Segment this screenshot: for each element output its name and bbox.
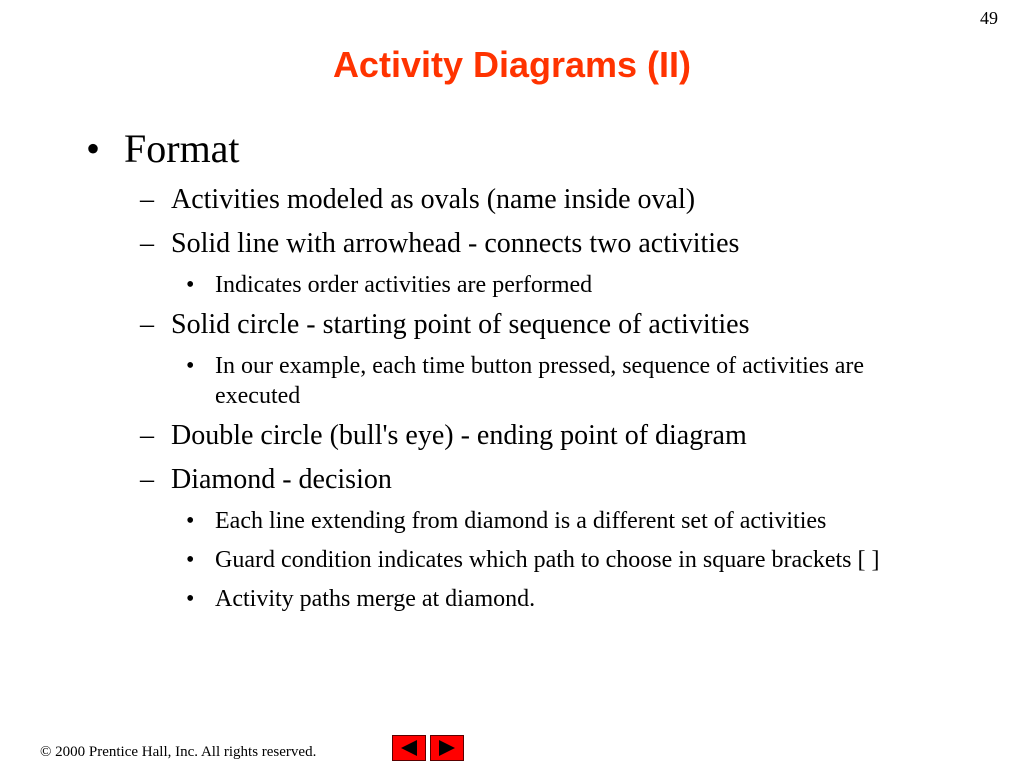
sub-bullet bbox=[140, 464, 986, 496]
sub-bullet-text: Activities modeled as ovals (name inside oval) bbox=[171, 184, 696, 215]
bullet-marker: • bbox=[186, 353, 195, 379]
sub-bullet bbox=[140, 420, 986, 452]
page-number: 49 bbox=[980, 8, 998, 28]
detail-bullet-text: Each line extending from diamond is a different set of activities bbox=[215, 508, 827, 534]
detail-bullet bbox=[186, 351, 886, 411]
sub-bullet bbox=[140, 228, 986, 260]
copyright-notice: © 2000 Prentice Hall, Inc. All rights reserved. bbox=[40, 744, 317, 760]
bullet-format bbox=[86, 124, 986, 174]
slide-navigation bbox=[392, 735, 464, 761]
sub-bullet bbox=[140, 184, 986, 216]
detail-bullet bbox=[186, 584, 886, 614]
detail-bullet-text: Indicates order activities are performed bbox=[215, 272, 593, 298]
right-triangle-icon bbox=[437, 739, 457, 757]
bullet-text: Format bbox=[124, 126, 240, 171]
dash-marker: – bbox=[140, 464, 154, 495]
previous-slide-button[interactable] bbox=[392, 735, 426, 761]
bullet-marker: • bbox=[86, 126, 101, 171]
dash-marker: – bbox=[140, 309, 154, 340]
bullet-marker: • bbox=[186, 586, 195, 612]
sub-bullet-text: Solid circle - starting point of sequence of activities bbox=[171, 309, 750, 340]
sub-bullet bbox=[140, 309, 986, 341]
dash-marker: – bbox=[140, 228, 154, 259]
sub-bullet-text: Double circle (bull's eye) - ending point of diagram bbox=[171, 420, 747, 451]
slide-title: Activity Diagrams (II) bbox=[332, 44, 692, 85]
detail-bullet bbox=[186, 545, 886, 575]
left-triangle-icon bbox=[399, 739, 419, 757]
detail-bullet bbox=[186, 270, 886, 300]
next-slide-button[interactable] bbox=[430, 735, 464, 761]
slide-content bbox=[86, 124, 986, 623]
dash-marker: – bbox=[140, 184, 154, 215]
sub-bullet-text: Solid line with arrowhead - connects two activities bbox=[171, 228, 740, 259]
bullet-marker: • bbox=[186, 272, 195, 298]
bullet-marker: • bbox=[186, 547, 195, 573]
detail-bullet-text: In our example, each time button pressed, sequence of activities are executed bbox=[215, 353, 865, 409]
dash-marker: – bbox=[140, 420, 154, 451]
sub-bullet-text: Diamond - decision bbox=[171, 464, 392, 495]
detail-bullet-text: Guard condition indicates which path to choose in square brackets [ ] bbox=[215, 547, 880, 573]
detail-bullet bbox=[186, 506, 886, 536]
bullet-marker: • bbox=[186, 508, 195, 534]
detail-bullet-text: Activity paths merge at diamond. bbox=[215, 586, 536, 612]
